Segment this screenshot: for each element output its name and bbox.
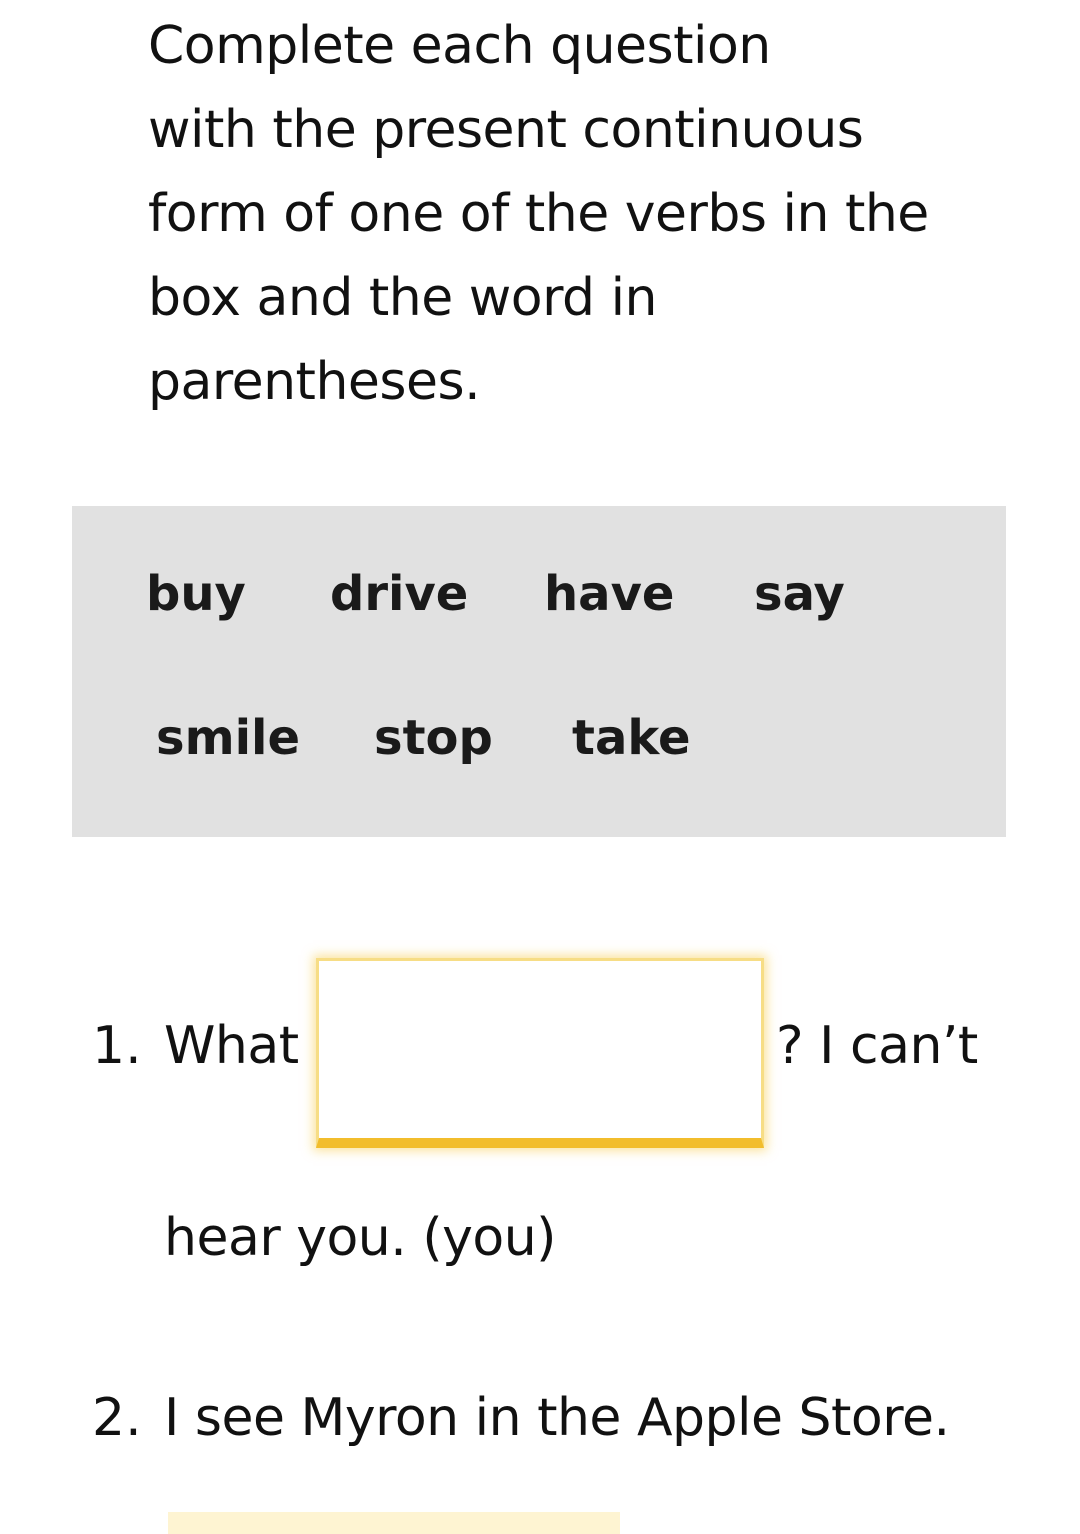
instructions-line: box and the word in <box>148 268 658 328</box>
question-text-continuation: hear you. (you) <box>164 1208 556 1268</box>
answer-input-1[interactable] <box>316 958 764 1148</box>
word-box-item: smile <box>156 710 301 766</box>
question-text-after: ? I can’t <box>776 1016 978 1076</box>
instructions-line: form of one of the verbs in the <box>148 184 929 244</box>
instructions-line: Complete each question <box>148 16 771 76</box>
instructions-line: with the present continuous <box>148 100 864 160</box>
instructions-text <box>148 4 948 424</box>
word-box-item: take <box>572 710 691 766</box>
question-number: 1. <box>92 1016 142 1076</box>
word-box-item: stop <box>374 710 493 766</box>
word-box-item: buy <box>146 566 246 622</box>
answer-input-2[interactable] <box>168 1512 620 1534</box>
word-box-item: drive <box>330 566 469 622</box>
word-box-item: say <box>754 566 845 622</box>
word-box <box>72 506 1006 837</box>
word-box-item: have <box>544 566 675 622</box>
question-text-before: I see Myron in the Apple Store. <box>164 1388 950 1448</box>
question-text-before: What <box>164 1016 299 1076</box>
instructions-line: parentheses. <box>148 352 481 412</box>
question-number: 2. <box>92 1388 142 1448</box>
